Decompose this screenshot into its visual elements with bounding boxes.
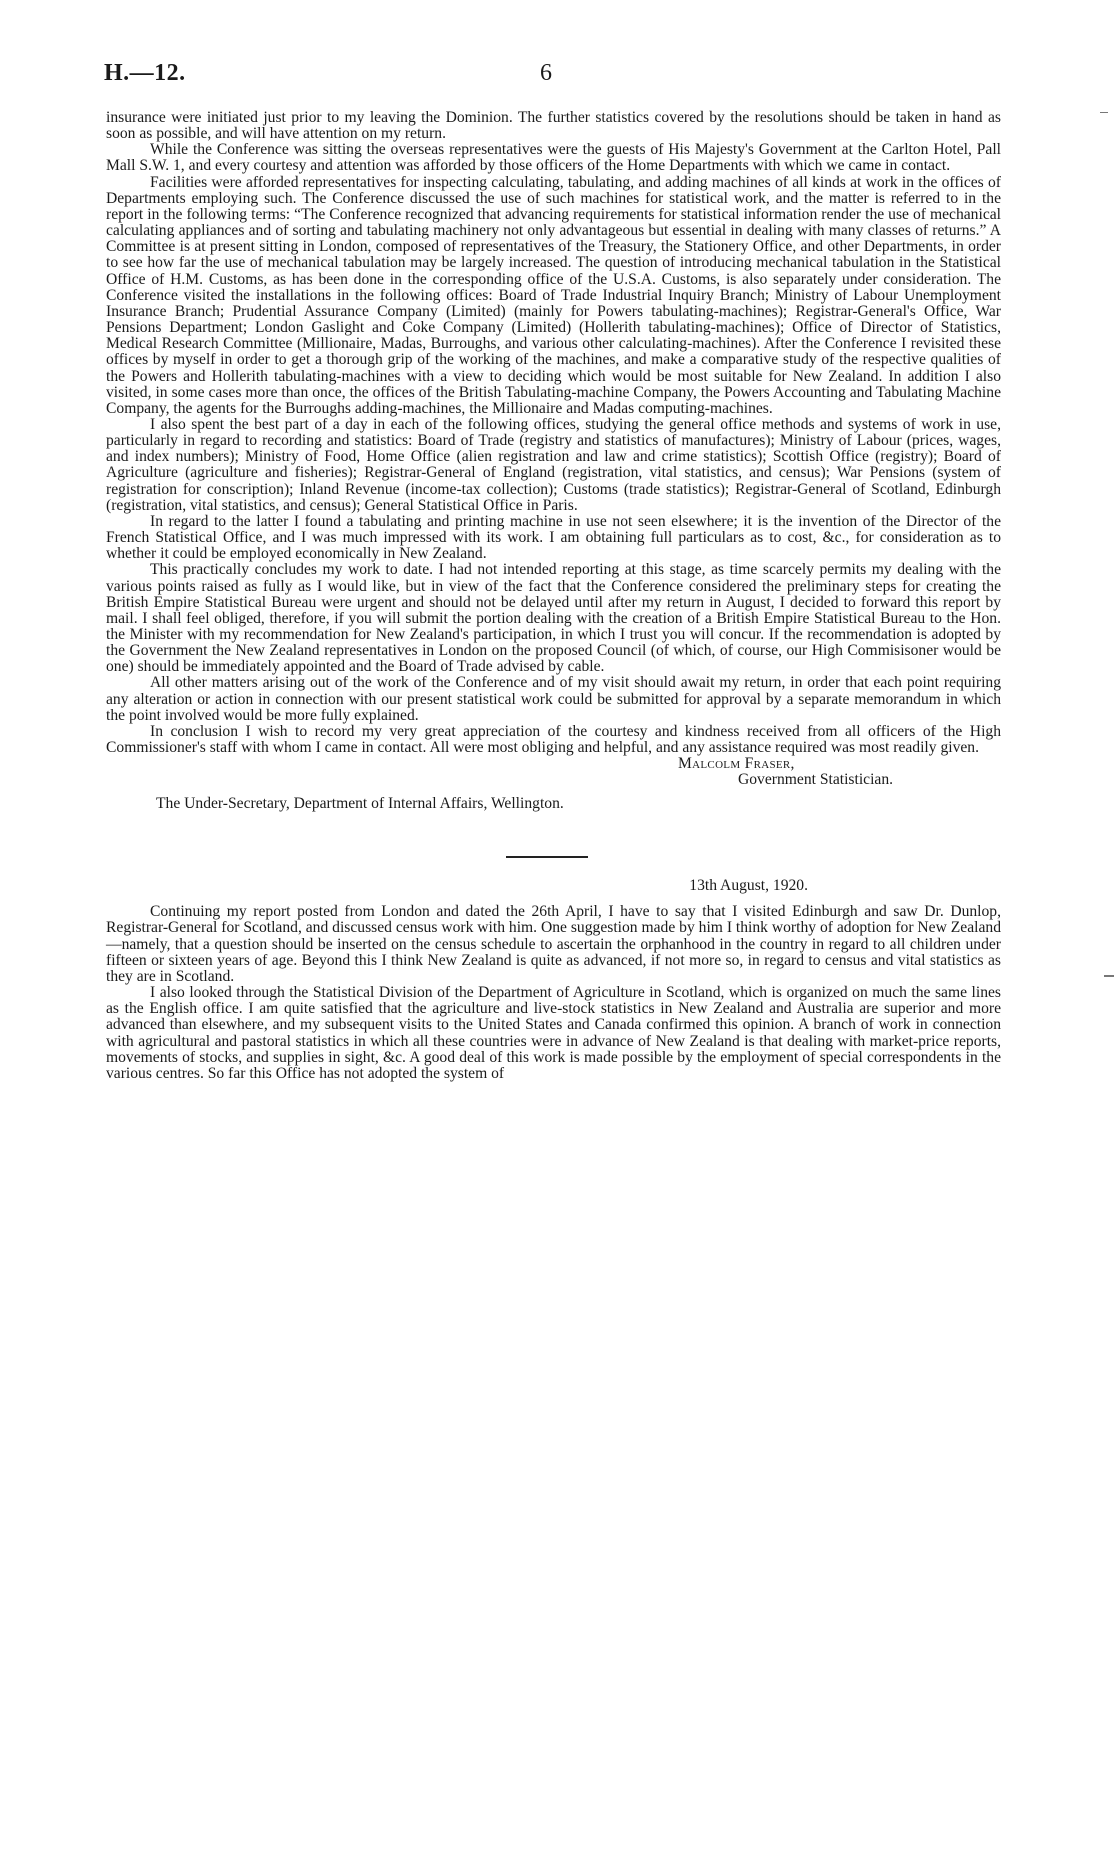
section-divider <box>506 856 588 858</box>
addressee: The Under-Secretary, Department of Internal Affairs, Wellington. <box>156 795 564 813</box>
paragraph: In regard to the latter I found a tabulating and printing machine in use not seen elsewhere; it is the invention of the Director of the French Statistical Office, and I was much impressed with its work. I am obtaining full particulars as to cost, &c., for consideration as to whether it could be employed economically in New Zealand. <box>106 512 1001 563</box>
margin-mark <box>1100 112 1108 113</box>
paragraph: insurance were initiated just prior to my leaving the Dominion. The further statistics covered by the resolutions should be taken in hand as soon as possible, and will have attention on my return. <box>106 109 1001 143</box>
signature-block <box>106 756 1001 788</box>
paragraph: Continuing my report posted from London and dated the 26th April, I have to say that I visited Edinburgh and saw Dr. Dunlop, Registrar-General for Scotland, and discussed census work with him. One suggestion made by him I think worthy of adoption for New Zealand—namely, that a question should be inserted on the census schedule to ascertain the orphanhood in the country in regard to all children under fifteen or sixteen years of age. Beyond this I think New Zealand is quite as advanced, if not more so, in regard to census and vital statistics as they are in Scotland. <box>106 903 1001 985</box>
document-reference: H.—12. <box>104 60 186 86</box>
paragraph: Facilities were afforded representatives for inspecting calculating, tabulating, and adding machines of all kinds at work in the offices of Departments employing such. The Conference discussed the use of such machines for statistical work, and the matter is referred to in the report in the following terms: “The Conference recognized that advancing requirements for statistical information render the use of mechanical calculating appliances and of sorting and tabulating machinery not only advantageous but essential in dealing with many classes of returns.” A Committee is at present sitting in London, composed of representatives of the Treasury, the Stationery Office, and other Departments, in order to see how far the use of mechanical tabulation may be largely increased. The question of introducing mechanical tabulation in the Statistical Office of H.M. Customs, as has been done in the corresponding office of the U.S.A. Customs, is also separately under consideration. The Conference visited the installations in the following offices: Board of Trade Industrial Inquiry Branch; Ministry of Labour Unemployment Insurance Branch; Prudential Assurance Company (Limited) (mainly for Powers tabulating-machines); Registrar-General's Office, War Pensions Department; London Gaslight and Coke Company (Limited) (Hollerith tabulating-machines); Office of Director of Statistics, Medical Research Committee (Millionaire, Madas, Burroughs, and various other calculating-machines). After the Conference I revisited these offices by myself in order to get a thorough grip of the working of the machines, and make a comparative study of the respective qualities of the Powers and Hollerith tabulating-machines with a view to deciding which would be most suitable for New Zealand. In addition I also visited, in some cases more than once, the offices of the British Tabulating-machine Company, the Powers Accounting and Tabulating Machine Company, the agents for the Burroughs adding-machines, the Millionaire and Madas computing-machines. <box>106 173 1001 417</box>
document-body <box>106 110 1001 1082</box>
paragraph: This practically concludes my work to date. I had not intended reporting at this stage, as time scarcely permits my dealing with the various points raised as fully as I would like, but in view of the fact that the Conference considered the preliminary steps for creating the British Empire Statistical Bureau were urgent and should not be delayed until after my return in August, I decided to forward this report by mail. I shall feel obliged, therefore, if you will submit the portion dealing with the creation of a British Empire Statistical Bureau to the Hon. the Minister with my recommendation for New Zealand's participation, in which I trust you will concur. If the recommendation is adopted by the Government the New Zealand representatives in London on the proposed Council (of which, of course, our High Commisisoner would be one) should be immediately appointed and the Board of Trade advised by cable. <box>106 561 1001 676</box>
paragraph: In conclusion I wish to record my very great appreciation of the courtesy and kindness received from all officers of the High Commissioner's staff with whom I came in contact. All were most obliging and helpful, and any assistance required was most readily given. <box>106 722 1001 757</box>
paragraph: All other matters arising out of the work of the Conference and of my visit should await my return, in order that each point requiring any alteration or action in connection with our present statistical work could be submitted for approval by a separate memorandum in which the point involved would be more fully explained. <box>106 674 1001 724</box>
signature-title: Government Statistician. <box>738 771 894 789</box>
continuation-section <box>106 904 1001 1082</box>
date-line: 13th August, 1920. <box>689 877 808 895</box>
signature-name: Malcolm Fraser, <box>678 755 795 773</box>
page-header <box>104 60 1009 90</box>
paragraph: I also looked through the Statistical Division of the Department of Agriculture in Scotland, which is organized on much the same lines as the English office. I am quite satisfied that the agriculture and live-stock statistics in New Zealand and Australia are superior and more advanced than elsewhere, and my subsequent visits to the United States and Canada confirmed this opinion. A branch of work in connection with agricultural and pastoral statistics in which all these countries were in advance of New Zealand is that dealing with market-price reports, movements of stocks, and supplies in sight, &c. A good deal of this work is made possible by the employment of special correspondents in the various centres. So far this Office has not adopted the system of <box>106 984 1001 1082</box>
paragraph: I also spent the best part of a day in each of the following offices, studying the general office methods and systems of work in use, particularly in regard to recording and statistics: Board of Trade (registry and statistics of manufactures); Ministry of Labour (prices, wages, and index numbers); Ministry of Food, Home Office (alien registration and law and crime statistics); Scottish Office (registry); Board of Agriculture (agriculture and fisheries); Registrar-General of England (registration, vital statistics, and census); War Pensions (system of registration for conscription); Inland Revenue (income-tax collection); Customs (trade statistics); Registrar-General of Scotland, Edinburgh (registration, vital statistics, and census); General Statistical Office in Paris. <box>106 415 1001 514</box>
page-number: 6 <box>540 60 552 86</box>
paragraph: While the Conference was sitting the overseas representatives were the guests of His Majesty's Government at the Carlton Hotel, Pall Mall S.W. 1, and every courtesy and attention was afforded by those officers of the Home Departments with which we came in contact. <box>106 141 1001 175</box>
margin-mark <box>1104 975 1114 977</box>
